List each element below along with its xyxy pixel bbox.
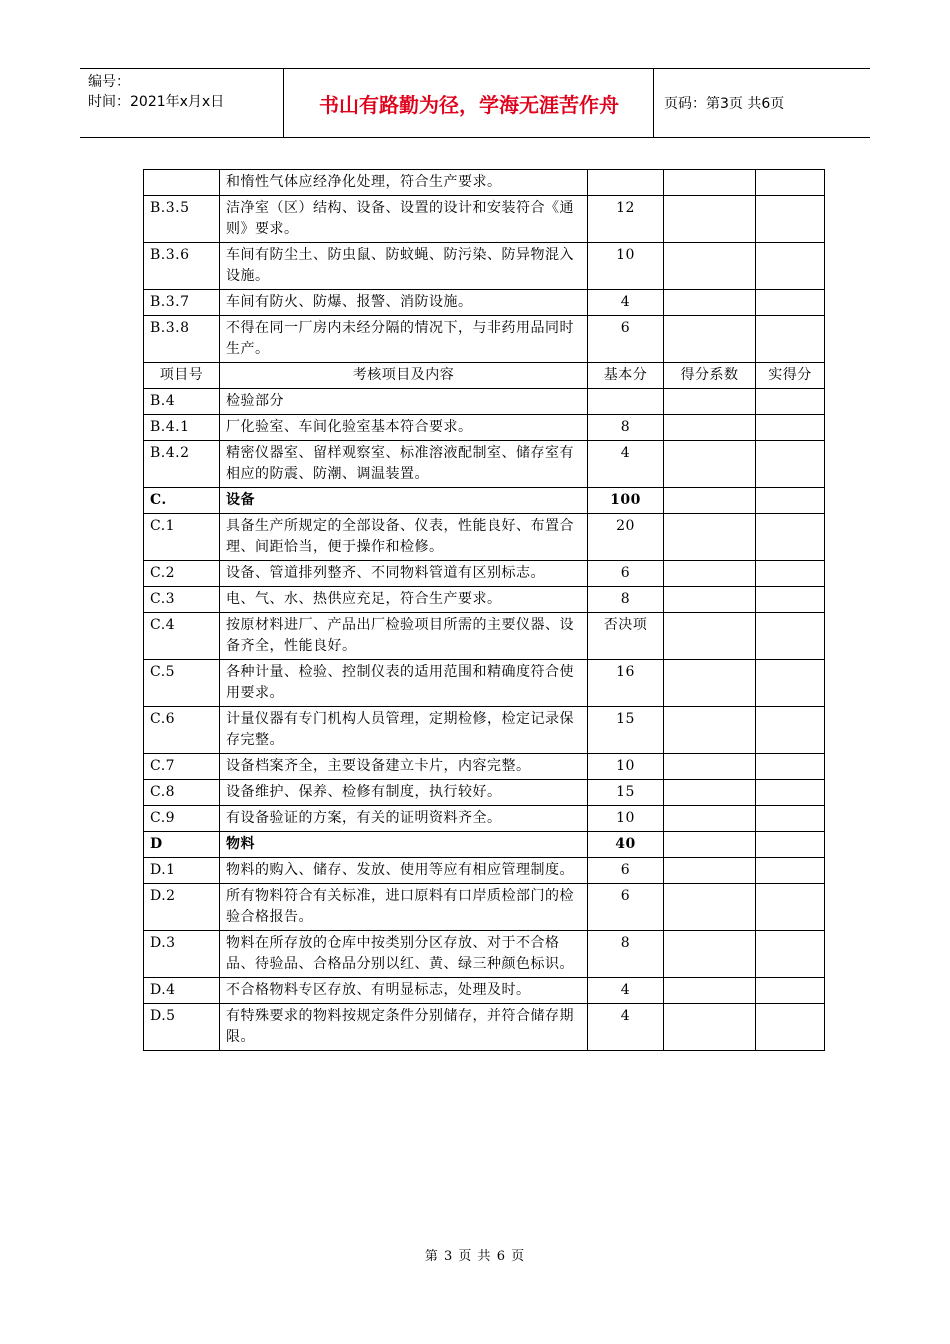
score-coefficient-cell: [664, 170, 756, 196]
item-code-cell: C.: [144, 488, 220, 514]
score-coefficient-cell: [664, 884, 756, 931]
item-content-cell: 有特殊要求的物料按规定条件分别储存，并符合储存期限。: [220, 1004, 588, 1051]
table-row: [144, 363, 825, 389]
score-coefficient-cell: [664, 978, 756, 1004]
base-score-cell: [588, 389, 664, 415]
actual-score-cell: [756, 978, 825, 1004]
score-coefficient-cell: [664, 316, 756, 363]
actual-score-cell: [756, 832, 825, 858]
page-footer: 第 3 页 共 6 页: [424, 1249, 526, 1264]
actual-score-cell: [756, 561, 825, 587]
item-code-cell: D.3: [144, 931, 220, 978]
item-code-cell: C.4: [144, 613, 220, 660]
score-coefficient-cell: [664, 754, 756, 780]
item-content-cell: 不合格物料专区存放、有明显标志，处理及时。: [220, 978, 588, 1004]
table-row: [144, 707, 825, 754]
item-code-cell: D.1: [144, 858, 220, 884]
base-score-cell: 6: [588, 561, 664, 587]
actual-score-cell: [756, 488, 825, 514]
item-code-cell: C.3: [144, 587, 220, 613]
base-score-cell: 4: [588, 978, 664, 1004]
table-row: [144, 858, 825, 884]
item-content-cell: 不得在同一厂房内未经分隔的情况下，与非药用品同时生产。: [220, 316, 588, 363]
score-coefficient-cell: [664, 931, 756, 978]
document-time-label: 时间：2021年x月x日: [88, 94, 225, 110]
base-score-cell: 4: [588, 1004, 664, 1051]
document-number-label: 编号：: [88, 74, 130, 90]
table-row: [144, 780, 825, 806]
item-code-cell: B.4.1: [144, 415, 220, 441]
actual-score-cell: [756, 290, 825, 316]
table-row: [144, 514, 825, 561]
table-row: [144, 754, 825, 780]
item-content-cell: 各种计量、检验、控制仪表的适用范围和精确度符合使用要求。: [220, 660, 588, 707]
score-coefficient-cell: [664, 858, 756, 884]
item-content-cell: 物料的购入、储存、发放、使用等应有相应管理制度。: [220, 858, 588, 884]
item-content-cell: 物料在所存放的仓库中按类别分区存放、对于不合格品、待验品、合格品分别以红、黄、绿三种颜色标识。: [220, 931, 588, 978]
item-code-cell: D: [144, 832, 220, 858]
table-row: [144, 832, 825, 858]
score-coefficient-cell: [664, 243, 756, 290]
actual-score-cell: [756, 806, 825, 832]
score-coefficient-cell: [664, 587, 756, 613]
score-coefficient-cell: [664, 441, 756, 488]
base-score-cell: 15: [588, 780, 664, 806]
actual-score-cell: 实得分: [756, 363, 825, 389]
score-coefficient-cell: [664, 806, 756, 832]
base-score-cell: 20: [588, 514, 664, 561]
actual-score-cell: [756, 243, 825, 290]
base-score-cell: 8: [588, 931, 664, 978]
score-coefficient-cell: [664, 660, 756, 707]
score-coefficient-cell: [664, 415, 756, 441]
base-score-cell: 6: [588, 884, 664, 931]
item-content-cell: 精密仪器室、留样观察室、标准溶液配制室、储存室有相应的防震、防潮、调温装置。: [220, 441, 588, 488]
base-score-cell: 6: [588, 858, 664, 884]
score-coefficient-cell: [664, 196, 756, 243]
item-content-cell: 车间有防火、防爆、报警、消防设施。: [220, 290, 588, 316]
table-row: [144, 561, 825, 587]
score-coefficient-cell: [664, 561, 756, 587]
item-code-cell: 项目号: [144, 363, 220, 389]
actual-score-cell: [756, 1004, 825, 1051]
page-header: [80, 68, 870, 138]
item-code-cell: D.5: [144, 1004, 220, 1051]
assessment-table-body: [144, 170, 825, 1051]
table-row: [144, 613, 825, 660]
actual-score-cell: [756, 707, 825, 754]
base-score-cell: 15: [588, 707, 664, 754]
base-score-cell: [588, 170, 664, 196]
score-coefficient-cell: [664, 780, 756, 806]
item-code-cell: B.3.8: [144, 316, 220, 363]
table-row: [144, 978, 825, 1004]
table-row: [144, 1004, 825, 1051]
item-content-cell: 和惰性气体应经净化处理，符合生产要求。: [220, 170, 588, 196]
actual-score-cell: [756, 196, 825, 243]
base-score-cell: 6: [588, 316, 664, 363]
base-score-cell: 10: [588, 243, 664, 290]
item-content-cell: 物料: [220, 832, 588, 858]
table-row: [144, 660, 825, 707]
item-content-cell: 设备、管道排列整齐、不同物料管道有区别标志。: [220, 561, 588, 587]
actual-score-cell: [756, 514, 825, 561]
item-content-cell: 所有物料符合有关标准，进口原料有口岸质检部门的检验合格报告。: [220, 884, 588, 931]
item-content-cell: 厂化验室、车间化验室基本符合要求。: [220, 415, 588, 441]
actual-score-cell: [756, 660, 825, 707]
table-row: [144, 316, 825, 363]
actual-score-cell: [756, 780, 825, 806]
item-code-cell: B.3.7: [144, 290, 220, 316]
actual-score-cell: [756, 170, 825, 196]
table-row: [144, 196, 825, 243]
table-row: [144, 884, 825, 931]
header-meta: [80, 69, 284, 137]
table-row: [144, 587, 825, 613]
item-content-cell: 洁净室（区）结构、设备、设置的设计和安装符合《通则》要求。: [220, 196, 588, 243]
base-score-cell: 4: [588, 441, 664, 488]
actual-score-cell: [756, 316, 825, 363]
table-row: [144, 170, 825, 196]
item-code-cell: B.4.2: [144, 441, 220, 488]
table-row: [144, 806, 825, 832]
item-content-cell: 计量仪器有专门机构人员管理，定期检修，检定记录保存完整。: [220, 707, 588, 754]
item-content-cell: 设备档案齐全，主要设备建立卡片，内容完整。: [220, 754, 588, 780]
base-score-cell: 基本分: [588, 363, 664, 389]
score-coefficient-cell: 得分系数: [664, 363, 756, 389]
item-code-cell: C.9: [144, 806, 220, 832]
assessment-table: [143, 169, 825, 1051]
item-code-cell: D.4: [144, 978, 220, 1004]
item-content-cell: 电、气、水、热供应充足，符合生产要求。: [220, 587, 588, 613]
item-code-cell: C.7: [144, 754, 220, 780]
item-content-cell: 有设备验证的方案，有关的证明资料齐全。: [220, 806, 588, 832]
item-code-cell: C.8: [144, 780, 220, 806]
item-content-cell: 按原材料进厂、产品出厂检验项目所需的主要仪器、设备齐全，性能良好。: [220, 613, 588, 660]
table-row: [144, 243, 825, 290]
base-score-cell: 100: [588, 488, 664, 514]
base-score-cell: 10: [588, 806, 664, 832]
score-coefficient-cell: [664, 832, 756, 858]
score-coefficient-cell: [664, 707, 756, 754]
base-score-cell: 40: [588, 832, 664, 858]
item-content-cell: 具备生产所规定的全部设备、仪表，性能良好、布置合理、间距恰当，便于操作和检修。: [220, 514, 588, 561]
base-score-cell: 4: [588, 290, 664, 316]
actual-score-cell: [756, 884, 825, 931]
actual-score-cell: [756, 587, 825, 613]
base-score-cell: 12: [588, 196, 664, 243]
base-score-cell: 16: [588, 660, 664, 707]
item-content-cell: 设备维护、保养、检修有制度，执行较好。: [220, 780, 588, 806]
item-content-cell: 检验部分: [220, 389, 588, 415]
header-motto: 书山有路勤为径，学海无涯苦作舟: [285, 69, 654, 137]
item-code-cell: B.4: [144, 389, 220, 415]
item-code-cell: C.6: [144, 707, 220, 754]
actual-score-cell: [756, 441, 825, 488]
score-coefficient-cell: [664, 488, 756, 514]
base-score-cell: 8: [588, 415, 664, 441]
table-row: [144, 488, 825, 514]
score-coefficient-cell: [664, 290, 756, 316]
header-page-info: 页码：第3页 共6页: [664, 96, 785, 112]
base-score-cell: 10: [588, 754, 664, 780]
item-content-cell: 车间有防尘土、防虫鼠、防蚊蝇、防污染、防异物混入设施。: [220, 243, 588, 290]
base-score-cell: 8: [588, 587, 664, 613]
table-row: [144, 415, 825, 441]
item-code-cell: C.2: [144, 561, 220, 587]
item-content-cell: 设备: [220, 488, 588, 514]
item-code-cell: [144, 170, 220, 196]
score-coefficient-cell: [664, 613, 756, 660]
table-row: [144, 441, 825, 488]
actual-score-cell: [756, 858, 825, 884]
item-code-cell: B.3.6: [144, 243, 220, 290]
item-code-cell: C.5: [144, 660, 220, 707]
actual-score-cell: [756, 389, 825, 415]
table-row: [144, 931, 825, 978]
actual-score-cell: [756, 754, 825, 780]
score-coefficient-cell: [664, 389, 756, 415]
base-score-cell: 否决项: [588, 613, 664, 660]
score-coefficient-cell: [664, 1004, 756, 1051]
actual-score-cell: [756, 931, 825, 978]
actual-score-cell: [756, 613, 825, 660]
item-code-cell: D.2: [144, 884, 220, 931]
item-code-cell: B.3.5: [144, 196, 220, 243]
table-row: [144, 290, 825, 316]
table-row: [144, 389, 825, 415]
score-coefficient-cell: [664, 514, 756, 561]
item-content-cell: 考核项目及内容: [220, 363, 588, 389]
actual-score-cell: [756, 415, 825, 441]
item-code-cell: C.1: [144, 514, 220, 561]
